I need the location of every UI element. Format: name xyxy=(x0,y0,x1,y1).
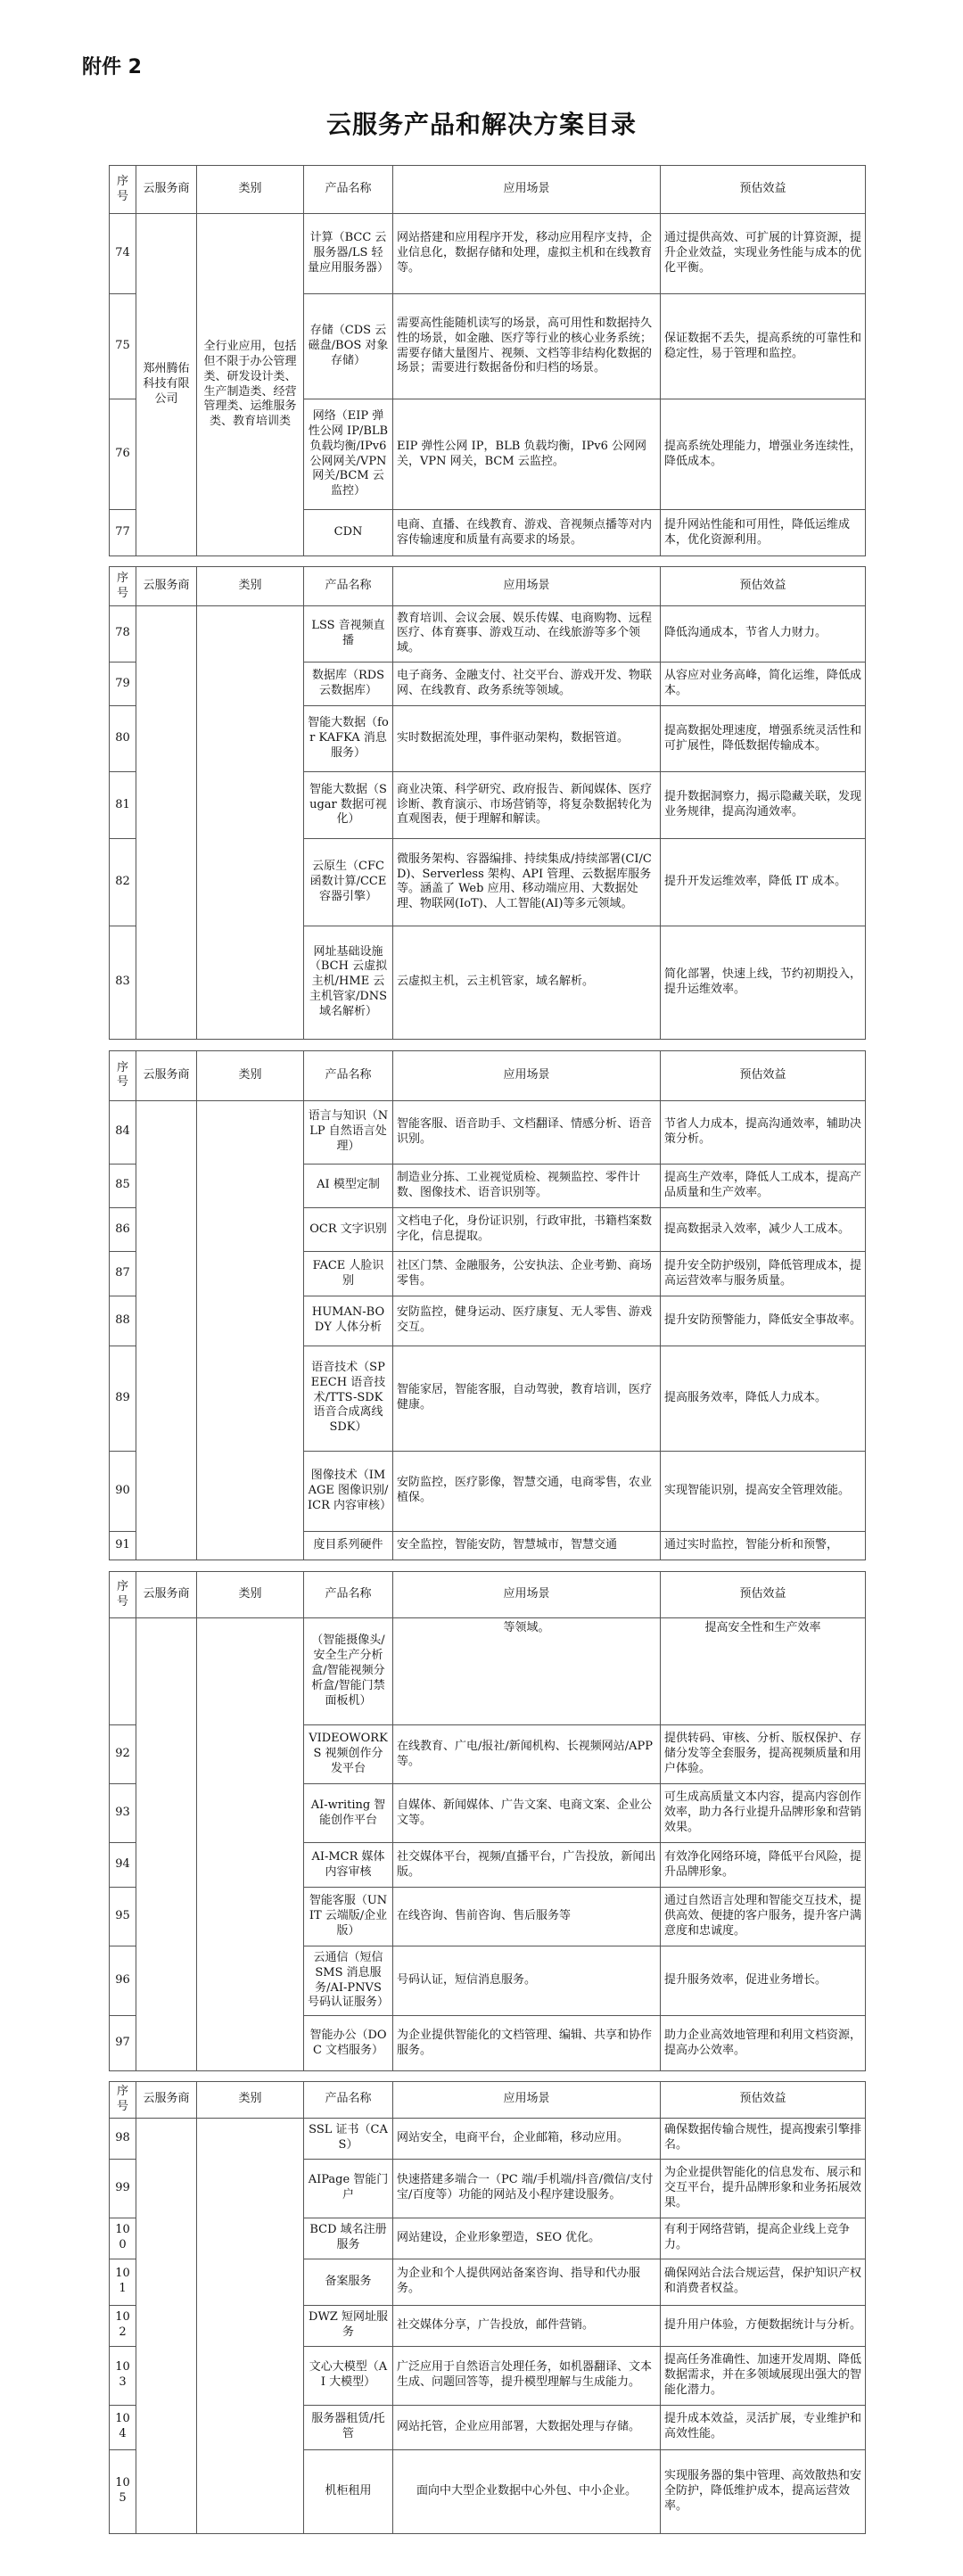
application-scene: 为企业和个人提供网站备案咨询、指导和代办服务。 xyxy=(393,2259,661,2305)
row-no: 87 xyxy=(110,1252,136,1296)
product-name: HUMAN-BODY 人体分析 xyxy=(304,1296,393,1346)
header-provider: 云服务商 xyxy=(136,166,197,214)
application-scene: 在线教育、广电/报社/新闻机构、长视频网站/APP 等。 xyxy=(393,1725,661,1784)
row-no: 105 xyxy=(110,2449,136,2533)
catalog-table-segment xyxy=(109,566,866,1040)
header-scene: 应用场景 xyxy=(393,567,661,606)
table-header-row xyxy=(110,567,866,606)
expected-benefit: 提升用户体验，方便数据统计与分析。 xyxy=(661,2305,866,2346)
expected-benefit: 为企业提供智能化的信息发布、展示和交互平台，提升品牌形象和业务拓展效果。 xyxy=(661,2159,866,2218)
row-no: 86 xyxy=(110,1207,136,1251)
application-scene: 需要高性能随机读写的场景，高可用性和数据持久性的场景，如金融、医疗等行业的核心业务系统；需要存储大量图片、视频、文档等非结构化数据的场景；需要进行数据备份和归档的场景。 xyxy=(393,294,661,399)
expected-benefit: 提升安防预警能力，降低安全事故率。 xyxy=(661,1296,866,1346)
row-no: 88 xyxy=(110,1296,136,1346)
application-scene: 网站托管，企业应用部署，大数据处理与存储。 xyxy=(393,2405,661,2449)
product-name: 文心大模型（AI 大模型） xyxy=(304,2346,393,2405)
document-title: 云服务产品和解决方案目录 xyxy=(325,110,637,139)
product-name: 机柜租用 xyxy=(304,2449,393,2533)
row-no xyxy=(110,1618,136,1725)
expected-benefit: 提供转码、审核、分析、版权保护、存储分发等全套服务，提高视频质量和用户体验。 xyxy=(661,1725,866,1784)
expected-benefit: 提升数据洞察力，揭示隐藏关联，发现业务规律，提高沟通效率。 xyxy=(661,771,866,839)
expected-benefit: 提升成本效益，灵活扩展，专业维护和高效性能。 xyxy=(661,2405,866,2449)
category-cell xyxy=(197,2118,304,2533)
row-no: 104 xyxy=(110,2405,136,2449)
application-scene: 面向中大型企业数据中心外包、中小企业。 xyxy=(393,2449,661,2533)
row-no: 81 xyxy=(110,771,136,839)
expected-benefit: 简化部署，快速上线，节约初期投入，提升运维效率。 xyxy=(661,926,866,1039)
expected-benefit: 提高任务准确性、加速开发周期、降低数据需求，并在多领域展现出强大的智能化潜力。 xyxy=(661,2346,866,2405)
header-effect: 预估效益 xyxy=(661,2082,866,2119)
application-scene: EIP 弹性公网 IP，BLB 负载均衡，IPv6 公网网关，VPN 网关，BCM 云监控。 xyxy=(393,399,661,510)
row-no: 97 xyxy=(110,2016,136,2071)
expected-benefit: 提高数据录入效率，减少人工成本。 xyxy=(661,1207,866,1251)
expected-benefit: 提高数据处理速度，增强系统灵活性和可扩展性，降低数据传输成本。 xyxy=(661,706,866,771)
category-cell xyxy=(197,1100,304,1560)
header-provider: 云服务商 xyxy=(136,567,197,606)
application-scene: 网站建设，企业形象塑造，SEO 优化。 xyxy=(393,2218,661,2259)
header-no: 序号 xyxy=(110,567,136,606)
row-no: 99 xyxy=(110,2159,136,2218)
expected-benefit: 有利于网络营销，提高企业线上竞争力。 xyxy=(661,2218,866,2259)
header-no: 序号 xyxy=(110,2082,136,2119)
row-no: 100 xyxy=(110,2218,136,2259)
row-no: 77 xyxy=(110,510,136,556)
application-scene: 教育培训、会议会展、娱乐传媒、电商购物、远程医疗、体育赛事、游戏互动、在线旅游等多个领域。 xyxy=(393,606,661,663)
row-no: 103 xyxy=(110,2346,136,2405)
header-scene: 应用场景 xyxy=(393,1051,661,1101)
header-name: 产品名称 xyxy=(304,2082,393,2119)
header-category: 类别 xyxy=(197,1051,304,1101)
application-scene: 在线咨询、售前咨询、售后服务等 xyxy=(393,1888,661,1946)
row-no: 91 xyxy=(110,1531,136,1560)
row-no: 74 xyxy=(110,214,136,294)
expected-benefit: 提高安全性和生产效率 xyxy=(661,1618,866,1725)
product-name: 图像技术（IMAGE 图像识别/ICR 内容审核） xyxy=(304,1451,393,1531)
provider-cell: 郑州腾佑科技有限公司 xyxy=(136,214,197,556)
application-scene: 实时数据流处理，事件驱动架构，数据管道。 xyxy=(393,706,661,771)
catalog-table-segment xyxy=(109,2081,866,2534)
catalog-table-segment xyxy=(109,165,866,556)
application-scene: 号码认证，短信消息服务。 xyxy=(393,1946,661,2016)
expected-benefit: 通过实时监控，智能分析和预警， xyxy=(661,1531,866,1560)
expected-benefit: 实现服务器的集中管理、高效散热和安全防护，降低维护成本，提高运营效率。 xyxy=(661,2449,866,2533)
header-scene: 应用场景 xyxy=(393,1572,661,1618)
row-no: 79 xyxy=(110,662,136,706)
header-no: 序号 xyxy=(110,166,136,214)
row-no: 82 xyxy=(110,839,136,926)
row-no: 98 xyxy=(110,2118,136,2159)
provider-cell xyxy=(136,2118,197,2533)
table-row xyxy=(110,1618,866,1725)
product-name: 语音技术（SPEECH 语音技术/TTS-SDK 语音合成离线 SDK） xyxy=(304,1346,393,1451)
header-no: 序号 xyxy=(110,1572,136,1618)
product-name: VIDEOWORKS 视频创作分发平台 xyxy=(304,1725,393,1784)
row-no: 101 xyxy=(110,2259,136,2305)
header-provider: 云服务商 xyxy=(136,2082,197,2119)
header-category: 类别 xyxy=(197,567,304,606)
product-name: 智能大数据（for KAFKA 消息服务） xyxy=(304,706,393,771)
application-scene: 文档电子化，身份证识别，行政审批，书籍档案数字化，信息提取。 xyxy=(393,1207,661,1251)
header-effect: 预估效益 xyxy=(661,567,866,606)
expected-benefit: 确保网站合法合规运营，保护知识产权和消费者权益。 xyxy=(661,2259,866,2305)
product-name: 存储（CDS 云磁盘/BOS 对象存储） xyxy=(304,294,393,399)
header-category: 类别 xyxy=(197,2082,304,2119)
expected-benefit: 确保数据传输合规性，提高搜索引擎排名。 xyxy=(661,2118,866,2159)
row-no: 75 xyxy=(110,294,136,399)
row-no: 80 xyxy=(110,706,136,771)
table-row xyxy=(110,606,866,663)
header-no: 序号 xyxy=(110,1051,136,1101)
provider-cell xyxy=(136,606,197,1040)
header-scene: 应用场景 xyxy=(393,166,661,214)
application-scene: 安防监控，医疗影像，智慧交通，电商零售，农业植保。 xyxy=(393,1451,661,1531)
row-no: 84 xyxy=(110,1100,136,1164)
product-name: LSS 音视频直播 xyxy=(304,606,393,663)
application-scene: 自媒体、新闻媒体、广告文案、电商文案、企业公文等。 xyxy=(393,1784,661,1843)
header-scene: 应用场景 xyxy=(393,2082,661,2119)
expected-benefit: 实现智能识别，提高安全管理效能。 xyxy=(661,1451,866,1531)
expected-benefit: 降低沟通成本，节省人力财力。 xyxy=(661,606,866,663)
row-no: 85 xyxy=(110,1164,136,1207)
expected-benefit: 有效净化网络环境，降低平台风险，提升品牌形象。 xyxy=(661,1843,866,1888)
expected-benefit: 提升网站性能和可用性，降低运维成本，优化资源利用。 xyxy=(661,510,866,556)
header-name: 产品名称 xyxy=(304,166,393,214)
header-provider: 云服务商 xyxy=(136,1572,197,1618)
application-scene: 网站搭建和应用程序开发，移动应用程序支持，企业信息化，数据存储和处理，虚拟主机和在线教育等。 xyxy=(393,214,661,294)
product-name: AI-MCR 媒体内容审核 xyxy=(304,1843,393,1888)
category-cell xyxy=(197,1618,304,2071)
expected-benefit: 助力企业高效地管理和利用文档资源，提高办公效率。 xyxy=(661,2016,866,2071)
table-header-row xyxy=(110,2082,866,2119)
product-name: 备案服务 xyxy=(304,2259,393,2305)
header-category: 类别 xyxy=(197,166,304,214)
application-scene: 电商、直播、在线教育、游戏、音视频点播等对内容传输速度和质量有高要求的场景。 xyxy=(393,510,661,556)
product-name: BCD 域名注册服务 xyxy=(304,2218,393,2259)
table-row xyxy=(110,2118,866,2159)
product-name: 网络（EIP 弹性公网 IP/BLB 负载均衡/IPv6 公网网关/VPN 网关/BCM 云监控） xyxy=(304,399,393,510)
product-name: FACE 人脸识别 xyxy=(304,1252,393,1296)
application-scene: 网站安全，电商平台，企业邮箱，移动应用。 xyxy=(393,2118,661,2159)
row-no: 102 xyxy=(110,2305,136,2346)
row-no: 78 xyxy=(110,606,136,663)
header-name: 产品名称 xyxy=(304,1572,393,1618)
product-name: 云通信（短信 SMS 消息服务/AI-PNVS 号码认证服务） xyxy=(304,1946,393,2016)
expected-benefit: 提升安全防护级别，降低管理成本，提高运营效率与服务质量。 xyxy=(661,1252,866,1296)
application-scene: 制造业分拣、工业视觉质检、视频监控、零件计数、图像技术、语音识别等。 xyxy=(393,1164,661,1207)
row-no: 96 xyxy=(110,1946,136,2016)
expected-benefit: 从容应对业务高峰，简化运维，降低成本。 xyxy=(661,662,866,706)
expected-benefit: 提升开发运维效率，降低 IT 成本。 xyxy=(661,839,866,926)
expected-benefit: 提高服务效率，降低人力成本。 xyxy=(661,1346,866,1451)
application-scene: 等领域。 xyxy=(393,1618,661,1725)
header-effect: 预估效益 xyxy=(661,1572,866,1618)
product-name: 网址基础设施（BCH 云虚拟主机/HME 云主机管家/DNS 域名解析） xyxy=(304,926,393,1039)
attachment-label: 附件 2 xyxy=(82,56,142,78)
expected-benefit: 提高生产效率，降低人工成本，提高产品质量和生产效率。 xyxy=(661,1164,866,1207)
product-name: 度目系列硬件 xyxy=(304,1531,393,1560)
product-name: AI 模型定制 xyxy=(304,1164,393,1207)
product-name: （智能摄像头/安全生产分析盒/智能视频分析盒/智能门禁面板机） xyxy=(304,1618,393,1725)
application-scene: 云虚拟主机，云主机管家，域名解析。 xyxy=(393,926,661,1039)
application-scene: 广泛应用于自然语言处理任务，如机器翻译、文本生成、问题回答等，提升模型理解与生成能力。 xyxy=(393,2346,661,2405)
application-scene: 商业决策、科学研究、政府报告、新闻媒体、医疗诊断、教育演示、市场营销等，将复杂数据转化为直观图表，便于理解和解读。 xyxy=(393,771,661,839)
row-no: 93 xyxy=(110,1784,136,1843)
category-cell: 全行业应用，包括但不限于办公管理类、研发设计类、生产制造类、经营管理类、运维服务类、教育培训类 xyxy=(197,214,304,556)
product-name: 智能客服（UNIT 云端版/企业版） xyxy=(304,1888,393,1946)
expected-benefit: 通过自然语言处理和智能交互技术，提供高效、便捷的客户服务，提升客户满意度和忠诚度。 xyxy=(661,1888,866,1946)
row-no: 83 xyxy=(110,926,136,1039)
provider-cell xyxy=(136,1618,197,2071)
header-category: 类别 xyxy=(197,1572,304,1618)
header-provider: 云服务商 xyxy=(136,1051,197,1101)
expected-benefit: 节省人力成本，提高沟通效率，辅助决策分析。 xyxy=(661,1100,866,1164)
product-name: OCR 文字识别 xyxy=(304,1207,393,1251)
product-name: 智能办公（DOC 文档服务） xyxy=(304,2016,393,2071)
expected-benefit: 提升服务效率，促进业务增长。 xyxy=(661,1946,866,2016)
row-no: 94 xyxy=(110,1843,136,1888)
table-row xyxy=(110,214,866,294)
product-name: SSL 证书（CAS） xyxy=(304,2118,393,2159)
application-scene: 微服务架构、容器编排、持续集成/持续部署(CI/CD)、Serverless 架构、API 管理、云数据库服务等。涵盖了 Web 应用、移动端应用、大数据处理、物联网(IoT)、人工智能(AI)等多元领域。 xyxy=(393,839,661,926)
table-header-row xyxy=(110,1572,866,1618)
expected-benefit: 提高系统处理能力，增强业务连续性，降低成本。 xyxy=(661,399,866,510)
category-cell xyxy=(197,606,304,1040)
row-no: 76 xyxy=(110,399,136,510)
header-name: 产品名称 xyxy=(304,567,393,606)
product-name: DWZ 短网址服务 xyxy=(304,2305,393,2346)
application-scene: 智能家居，智能客服，自动驾驶，教育培训，医疗健康。 xyxy=(393,1346,661,1451)
catalog-table-segment xyxy=(109,1571,866,2071)
application-scene: 快速搭建多端合一（PC 端/手机端/抖音/微信/支付宝/百度等）功能的网站及小程序建设服务。 xyxy=(393,2159,661,2218)
header-effect: 预估效益 xyxy=(661,166,866,214)
application-scene: 社交媒体分享，广告投放，邮件营销。 xyxy=(393,2305,661,2346)
application-scene: 为企业提供智能化的文档管理、编辑、共享和协作服务。 xyxy=(393,2016,661,2071)
product-name: 计算（BCC 云服务器/LS 轻量应用服务器） xyxy=(304,214,393,294)
row-no: 95 xyxy=(110,1888,136,1946)
expected-benefit: 通过提供高效、可扩展的计算资源，提升企业效益，实现业务性能与成本的优化平衡。 xyxy=(661,214,866,294)
table-header-row xyxy=(110,166,866,214)
application-scene: 安防监控，健身运动、医疗康复、无人零售、游戏交互。 xyxy=(393,1296,661,1346)
product-name: AI-writing 智能创作平台 xyxy=(304,1784,393,1843)
table-header-row xyxy=(110,1051,866,1101)
expected-benefit: 可生成高质量文本内容，提高内容创作效率，助力各行业提升品牌形象和营销效果。 xyxy=(661,1784,866,1843)
application-scene: 社交媒体平台，视频/直播平台，广告投放，新闻出版。 xyxy=(393,1843,661,1888)
row-no: 90 xyxy=(110,1451,136,1531)
product-name: 服务器租赁/托管 xyxy=(304,2405,393,2449)
application-scene: 智能客服、语音助手、文档翻译、情感分析、语音识别。 xyxy=(393,1100,661,1164)
row-no: 92 xyxy=(110,1725,136,1784)
provider-cell xyxy=(136,1100,197,1560)
header-effect: 预估效益 xyxy=(661,1051,866,1101)
product-name: 数据库（RDS 云数据库） xyxy=(304,662,393,706)
product-name: AIPage 智能门户 xyxy=(304,2159,393,2218)
product-name: 语言与知识（NLP 自然语言处理） xyxy=(304,1100,393,1164)
header-name: 产品名称 xyxy=(304,1051,393,1101)
expected-benefit: 保证数据不丢失，提高系统的可靠性和稳定性，易于管理和监控。 xyxy=(661,294,866,399)
application-scene: 社区门禁、金融服务，公安执法、企业考勤、商场零售。 xyxy=(393,1252,661,1296)
application-scene: 电子商务、金融支付、社交平台、游戏开发、物联网、在线教育、政务系统等领域。 xyxy=(393,662,661,706)
table-row xyxy=(110,1100,866,1164)
product-name: 云原生（CFC 函数计算/CCE 容器引擎） xyxy=(304,839,393,926)
application-scene: 安全监控，智能安防，智慧城市，智慧交通 xyxy=(393,1531,661,1560)
product-name: 智能大数据（Sugar 数据可视化） xyxy=(304,771,393,839)
product-name: CDN xyxy=(304,510,393,556)
catalog-table-segment xyxy=(109,1050,866,1560)
row-no: 89 xyxy=(110,1346,136,1451)
